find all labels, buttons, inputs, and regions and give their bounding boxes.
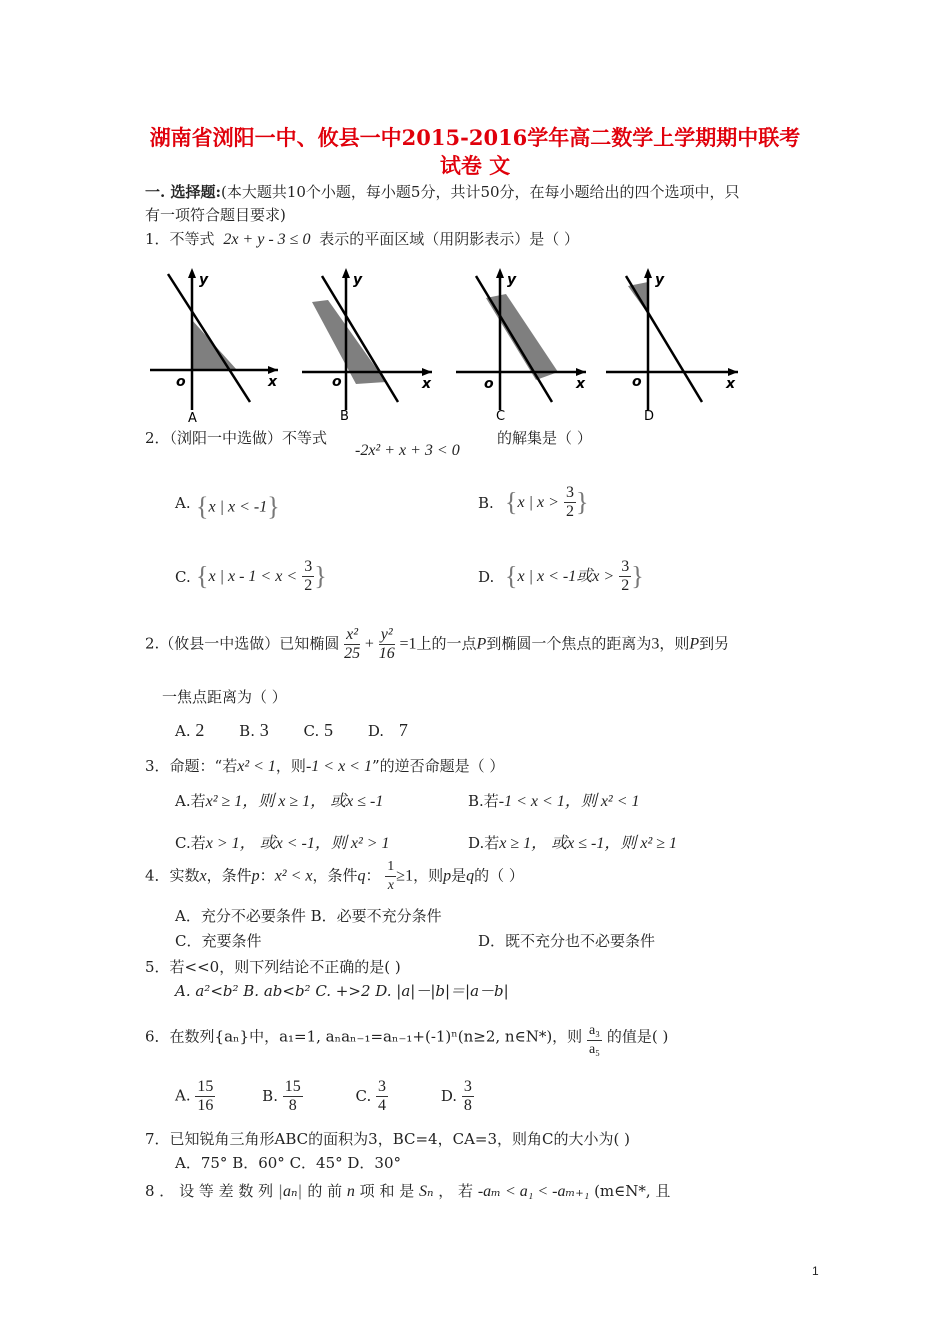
q2b-d: 7 <box>398 720 408 740</box>
graph-d <box>606 268 738 424</box>
q6-c-num: 3 <box>378 1078 387 1095</box>
q3-b-math: -1 < x < 1，则 x² < 1 <box>498 793 640 810</box>
q8-an: aₙ <box>283 1183 298 1200</box>
q1-inequality: 2x + y - 3 ≤ 0 <box>223 231 311 248</box>
graph-b <box>302 268 432 424</box>
q1-post: 表示的平面区域（用阴影表示）是（ ） <box>319 230 579 248</box>
q3-b-label: B.若 <box>468 792 499 810</box>
q8-sn: Sₙ <box>419 1183 434 1200</box>
q6-options <box>175 1078 474 1115</box>
q2b-f2-den: 16 <box>378 645 395 662</box>
q4-x: x <box>199 867 207 885</box>
q6-post: 的值是( ) <box>606 1027 669 1046</box>
q3-c-label: C.若 <box>175 834 206 852</box>
q2a-option-c-text: x | x - 1 < x < <box>208 568 298 585</box>
q4-option-c: C．充要条件 <box>175 932 262 950</box>
q2a-option-b-text: x | x > <box>517 494 559 511</box>
question-7: 7．已知锐角三角形ABC的面积为3，BC=4，CA=3，则角C的大小为( ) <box>145 1130 630 1148</box>
q4-ge: ≥1 <box>396 867 414 885</box>
q3-option-a <box>175 788 383 811</box>
q2b-plus: + <box>364 635 374 653</box>
q8-n: n <box>346 1183 355 1200</box>
graph-a-label: A <box>188 411 197 426</box>
q2b-pre: 2.（攸县一中选做）已知椭圆 <box>145 634 340 653</box>
q1-graphs <box>140 262 750 427</box>
question-6 <box>145 1016 668 1059</box>
q8-t5: (m∈N*, 且 <box>594 1182 671 1200</box>
q2b-p: P <box>476 635 487 653</box>
q5-options: A. a²<b² B. ab<b² C. +>2 D. |a|－|b|＝|a－b| <box>175 982 509 1000</box>
q2a-option-d-label: D. <box>478 568 495 586</box>
q2a-d-den: 2 <box>621 577 630 594</box>
q4-t2: ，条件 <box>312 866 358 885</box>
q2b-options <box>175 720 408 741</box>
q4-t5: 的（ ） <box>474 866 524 885</box>
q2b-f2-num: y² <box>379 626 395 645</box>
q2b-d-label: D. <box>367 722 385 740</box>
q4-p2: p <box>443 867 452 885</box>
graph-b-origin: o <box>332 374 342 390</box>
q2a-b-num: 3 <box>565 484 574 501</box>
q6-text: 6．在数列{aₙ}中，a₁=1, aₙaₙ₋₁=aₙ₋₁+(-1)ⁿ(n≥2, n∈N*)，则 <box>145 1027 583 1046</box>
q6-a-label: A. <box>175 1086 191 1105</box>
section-desc-line2: 有一项符合题目要求) <box>145 206 286 224</box>
graph-d-origin: o <box>632 374 642 390</box>
question-5: 5．若<<0，则下列结论不正确的是( ) <box>145 958 401 976</box>
q2b-mid: 上的一点 <box>416 634 477 653</box>
q8-t3: 项 和 是 <box>359 1182 415 1200</box>
q2b-c-label: C. <box>303 722 320 740</box>
question-3 <box>145 755 504 776</box>
q4-colon: ： <box>259 866 275 885</box>
q2a-option-d: {x | x < -1或x > $\frac{3}{2}$ } <box>505 558 644 594</box>
section-intro <box>145 181 740 202</box>
q8-t4: ， 若 <box>438 1182 474 1200</box>
q2a-b-den: 2 <box>565 503 574 520</box>
q2a-c-num: 3 <box>304 558 313 575</box>
q2a-c-den: 2 <box>304 577 313 594</box>
q4-p: p <box>251 867 260 885</box>
q8-t2: 的 前 <box>307 1182 343 1200</box>
graph-d-label: D <box>644 409 655 424</box>
q2b-three: 3 <box>651 635 660 653</box>
q2b-a: 2 <box>195 720 205 740</box>
q4-t3: ，则 <box>413 866 444 885</box>
q2b-f1-num: x² <box>344 626 360 645</box>
q3-option-c <box>175 830 390 853</box>
graph-d-x: x <box>726 376 736 392</box>
q3-t2: ，则 <box>275 757 306 775</box>
graph-b-x: x <box>422 376 432 392</box>
section-heading: 一. 选择题: <box>145 183 221 201</box>
q4-q: q <box>357 867 366 885</box>
q3-a-label: A.若 <box>175 792 206 810</box>
q4-options-ab: A．充分不必要条件 B．必要不充分条件 <box>175 907 442 925</box>
q2a-pre: 2．（浏阳一中选做）不等式 <box>145 429 328 447</box>
q6-a-num: 15 <box>197 1078 214 1095</box>
page-title-line2: 试卷 文 <box>439 153 511 178</box>
graph-b-y: y <box>353 272 363 288</box>
q2a-option-b: {x | x > $\frac{3}{2}$ } <box>505 484 589 520</box>
q8-text: 8 ． 设 等 差 数 列 <box>145 1182 274 1200</box>
q2a-post: 的解集是（ ） <box>497 429 592 447</box>
q4-f-num: 1 <box>385 858 396 877</box>
q1-pre: 1．不等式 <box>145 230 215 248</box>
graph-c-origin: o <box>484 376 494 392</box>
q6-d-label: D. <box>440 1086 458 1105</box>
q4-t1: ，条件 <box>206 866 252 885</box>
q3-t3: ”的逆否命题是（ ） <box>371 757 505 775</box>
q2a-option-a: {x | x < -1} <box>196 492 280 521</box>
q6-d-den: 8 <box>463 1097 472 1114</box>
q3-m2: -1 < x < 1 <box>305 758 372 775</box>
q2b-p2: P <box>689 635 700 653</box>
q2b-line2: 一焦点距离为（ ） <box>162 688 287 706</box>
question-8: 8 ． 设 等 差 数 列 |aₙ| 的 前 n 项 和 是 Sₙ ， 若 -aₘ < a₁ < -aₘ₊₁ (m∈N*, 且 <box>145 1182 671 1200</box>
q2a-option-d-text: x | x < -1或x > <box>517 568 615 585</box>
graph-d-y: y <box>655 272 665 288</box>
page-title: 湖南省浏阳一中、攸县一中2015-2016学年高二数学上学期期中联考 <box>149 125 801 150</box>
graph-a-origin: o <box>176 374 186 390</box>
q2b-c: 5 <box>324 720 334 740</box>
q3-pre: 3．命题：“若 <box>145 757 238 775</box>
q2a-option-c-label: C. <box>175 568 191 586</box>
q6-b-num: 15 <box>284 1078 301 1095</box>
q4-m1: x² < x <box>274 867 313 885</box>
q6-b-label: B. <box>262 1086 278 1105</box>
graph-c-label: C <box>496 409 506 424</box>
q2b-eq: =1 <box>399 635 417 653</box>
q2a-d-num: 3 <box>621 558 630 575</box>
q3-d-math: x ≥ 1， 或x ≤ -1，则 x² ≥ 1 <box>499 835 678 852</box>
q6-c-label: C. <box>355 1086 372 1105</box>
q3-option-d <box>468 830 677 853</box>
graph-a-y: y <box>199 272 209 288</box>
graph-a-x: x <box>268 374 278 390</box>
graph-c-y: y <box>507 272 517 288</box>
q2b-mid2: 到椭圆一个焦点的距离为 <box>486 634 652 653</box>
q4-colon2: ： <box>365 866 381 885</box>
graph-a <box>150 268 278 426</box>
question-2b <box>145 626 729 663</box>
q2b-b: 3 <box>259 720 269 740</box>
q2b-b-label: B. <box>239 722 255 740</box>
q3-option-b <box>468 788 640 811</box>
q6-f-num: a₃ <box>587 1022 602 1041</box>
q6-a-den: 16 <box>197 1097 214 1114</box>
q2a-option-a-label: A. <box>175 494 191 512</box>
q4-f-den: x <box>387 878 394 893</box>
graph-c-x: x <box>576 376 586 392</box>
q4-pre: 4．实数 <box>145 866 200 885</box>
page-number: 1 <box>812 1264 819 1278</box>
q2b-a-label: A. <box>175 722 191 740</box>
q4-option-d: D．既不充分也不必要条件 <box>478 932 656 950</box>
q2a-option-a-text: x | x < -1 <box>208 498 268 516</box>
q6-d-num: 3 <box>463 1078 472 1095</box>
q2a-inequality: -2x² + x + 3 < 0 <box>355 442 460 459</box>
question-4 <box>145 858 524 895</box>
graph-c <box>456 268 586 424</box>
q3-c-math: x > 1， 或x < -1，则 x² > 1 <box>205 835 390 852</box>
section-desc: (本大题共10个小题，每小题5分，共计50分，在每小题给出的四个选项中，只 <box>220 183 740 201</box>
q2a-option-c: {x | x - 1 < x < $\frac{3}{2}$ } <box>196 558 327 594</box>
q3-d-label: D.若 <box>468 834 500 852</box>
q2a-option-b-label: B. <box>478 494 494 512</box>
q7-options: A．75° B．60° C．45° D．30° <box>175 1154 402 1172</box>
q4-t4: 是 <box>451 866 467 885</box>
q6-c-den: 4 <box>378 1097 387 1114</box>
q8-cond: -aₘ < a₁ < -aₘ₊₁ <box>477 1183 590 1200</box>
q2b-f1-den: 25 <box>344 645 361 662</box>
q3-a-math: x² ≥ 1，则 x ≥ 1， 或x ≤ -1 <box>205 793 384 810</box>
graph-b-label: B <box>340 409 349 424</box>
q2b-post: 到另 <box>699 634 730 653</box>
question-1 <box>145 228 579 249</box>
q2b-mid3: ，则 <box>659 634 690 653</box>
q6-b-den: 8 <box>288 1097 297 1114</box>
graph-c-shade <box>486 294 558 380</box>
q3-m1: x² < 1 <box>237 758 276 775</box>
q4-q2: q <box>466 867 475 885</box>
q6-f-den: a₅ <box>588 1042 601 1057</box>
